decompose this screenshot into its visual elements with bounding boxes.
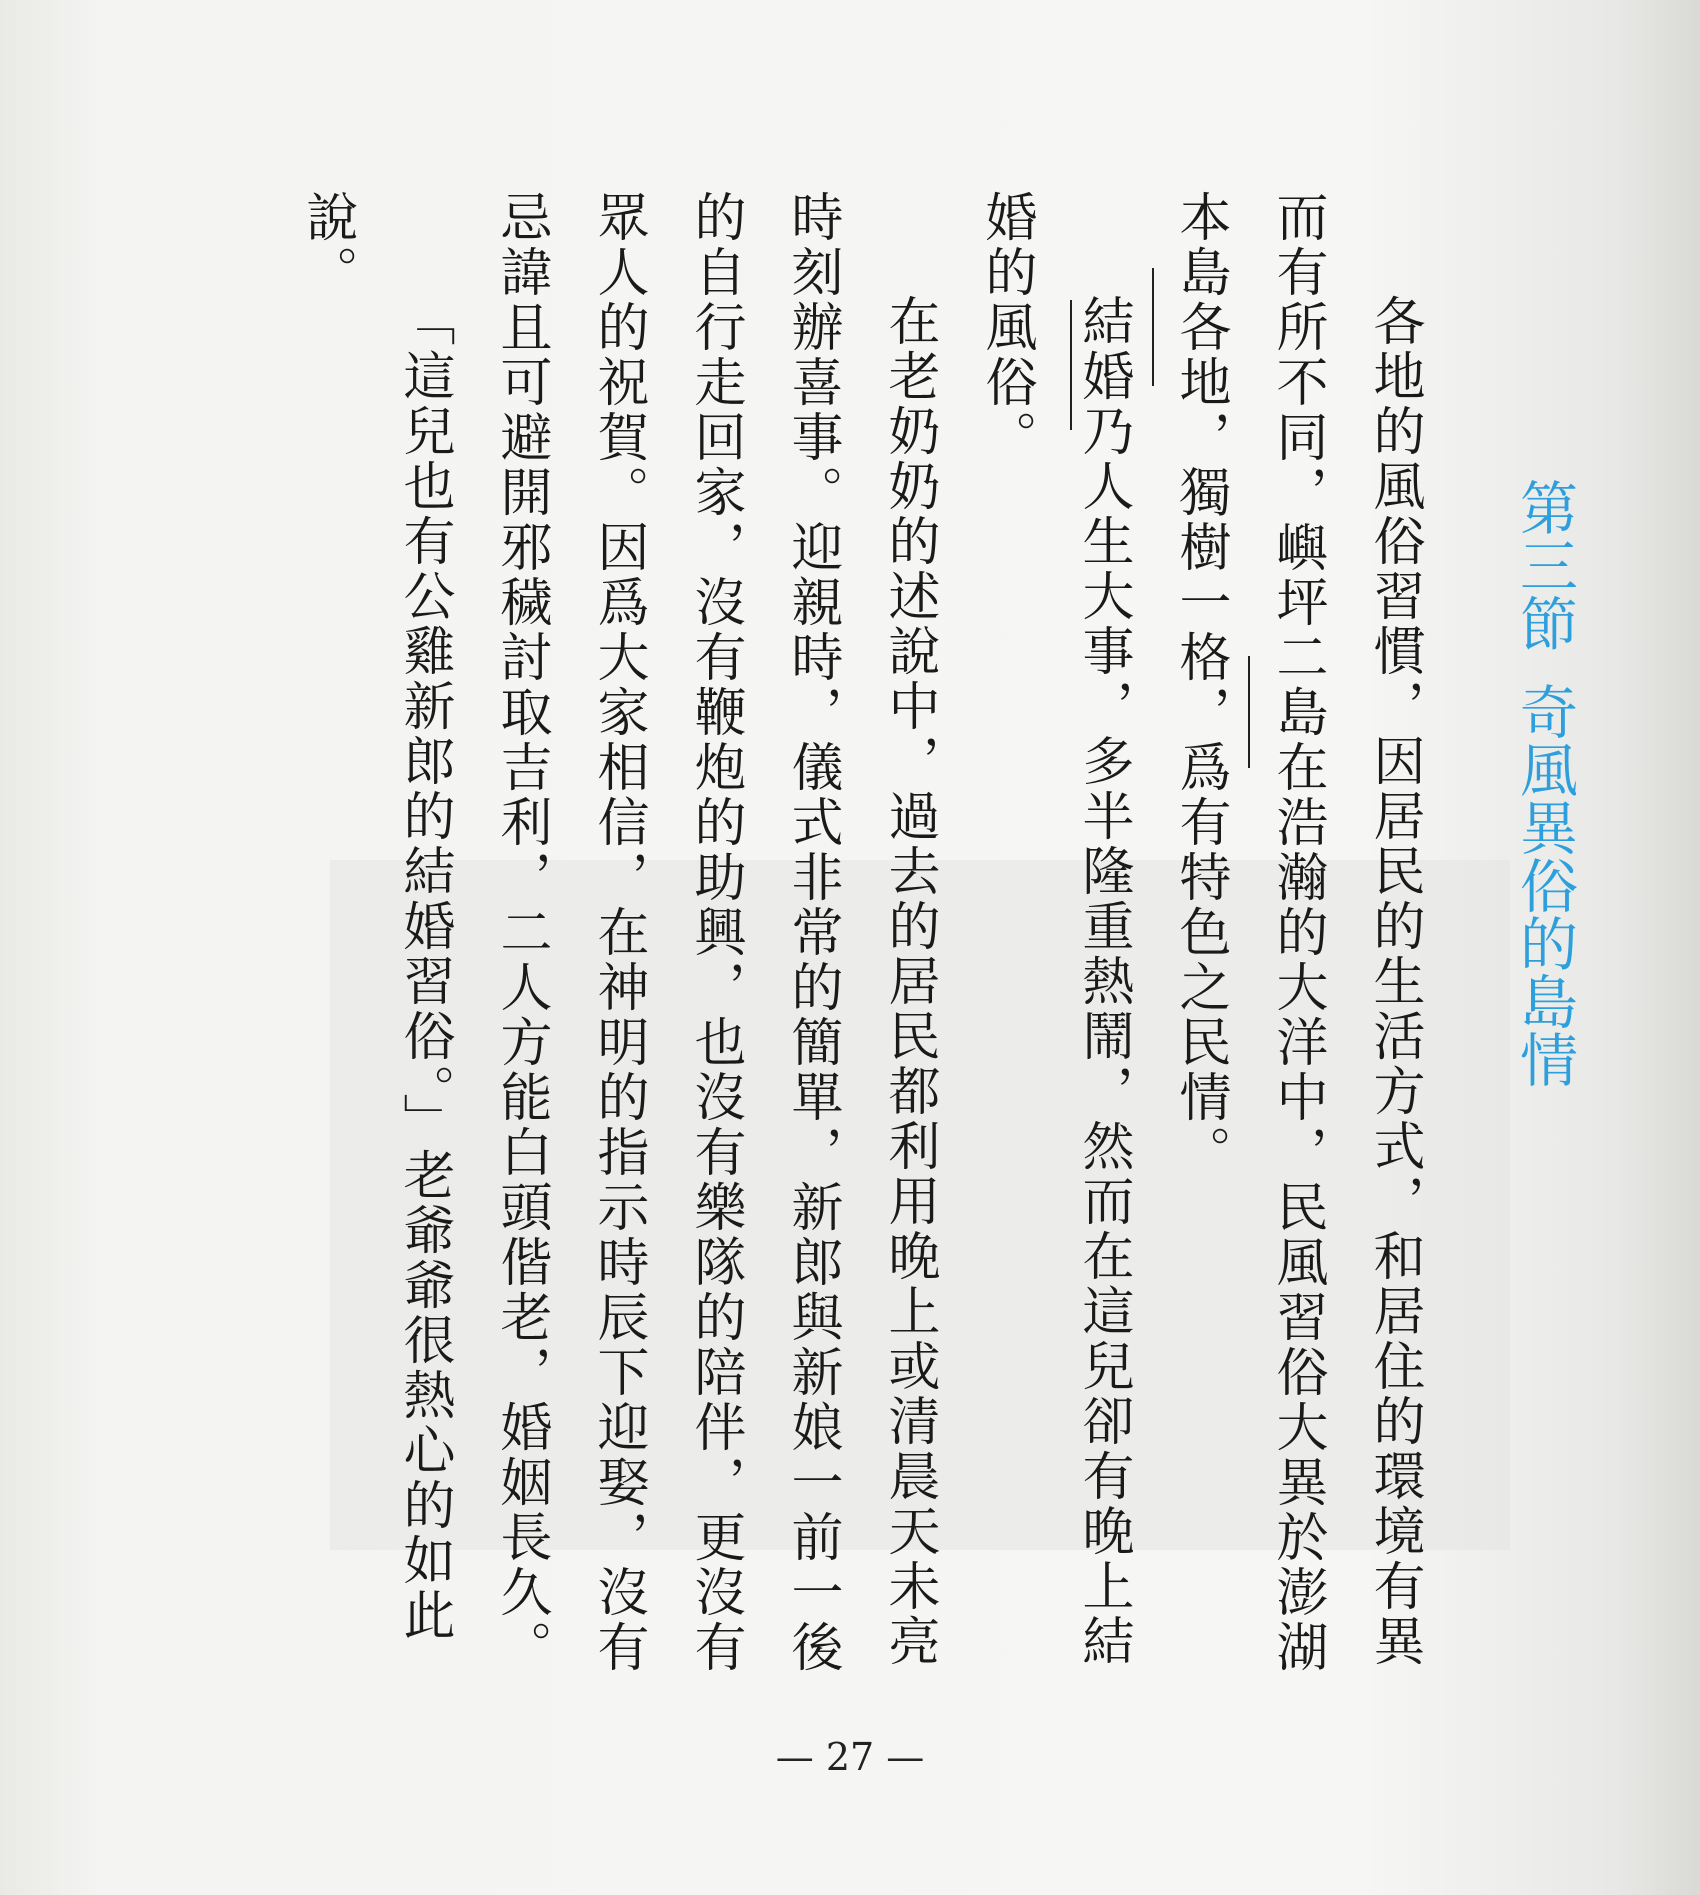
proper-noun-rule bbox=[1070, 300, 1072, 430]
section-title: 奇風異俗的島情 bbox=[1510, 682, 1578, 1088]
section-heading bbox=[1510, 478, 1578, 1088]
page-number: — 27 — bbox=[775, 1735, 925, 1779]
paragraph: 各地的風俗習慣，因居民的生活方式，和居住的環境有異而有所不同，嶼坪二島在浩瀚的大洋中，民風習俗大異於澎湖本島各地，獨樹一格，爲有特色之民情。 bbox=[1170, 190, 1424, 1675]
body-text bbox=[278, 190, 1442, 1720]
proper-noun-rule bbox=[1152, 268, 1154, 386]
paragraph: 「這兒也有公雞新郎的結婚習俗。」老爺爺很熱心的如此說。 bbox=[297, 190, 454, 1643]
proper-noun-rule bbox=[1248, 656, 1250, 768]
paragraph: 在老奶奶的述說中，過去的居民都利用晚上或清晨天未亮時刻辦喜事。迎親時，儀式非常的簡單，新郎與新娘一前一後的自行走回家，沒有鞭炮的助興，也沒有樂隊的陪伴，更沒有眾人的祝賀。因爲大家相信，在神明的指示時辰下迎娶，沒有忌諱且可避開邪穢討取吉利，二人方能白頭偕老，婚姻長久。 bbox=[491, 190, 939, 1675]
paragraph: 結婚乃人生大事，多半隆重熱鬧，然而在這兒卻有晚上結婚的風俗。 bbox=[976, 190, 1133, 1669]
section-number: 第三節 bbox=[1510, 478, 1578, 652]
